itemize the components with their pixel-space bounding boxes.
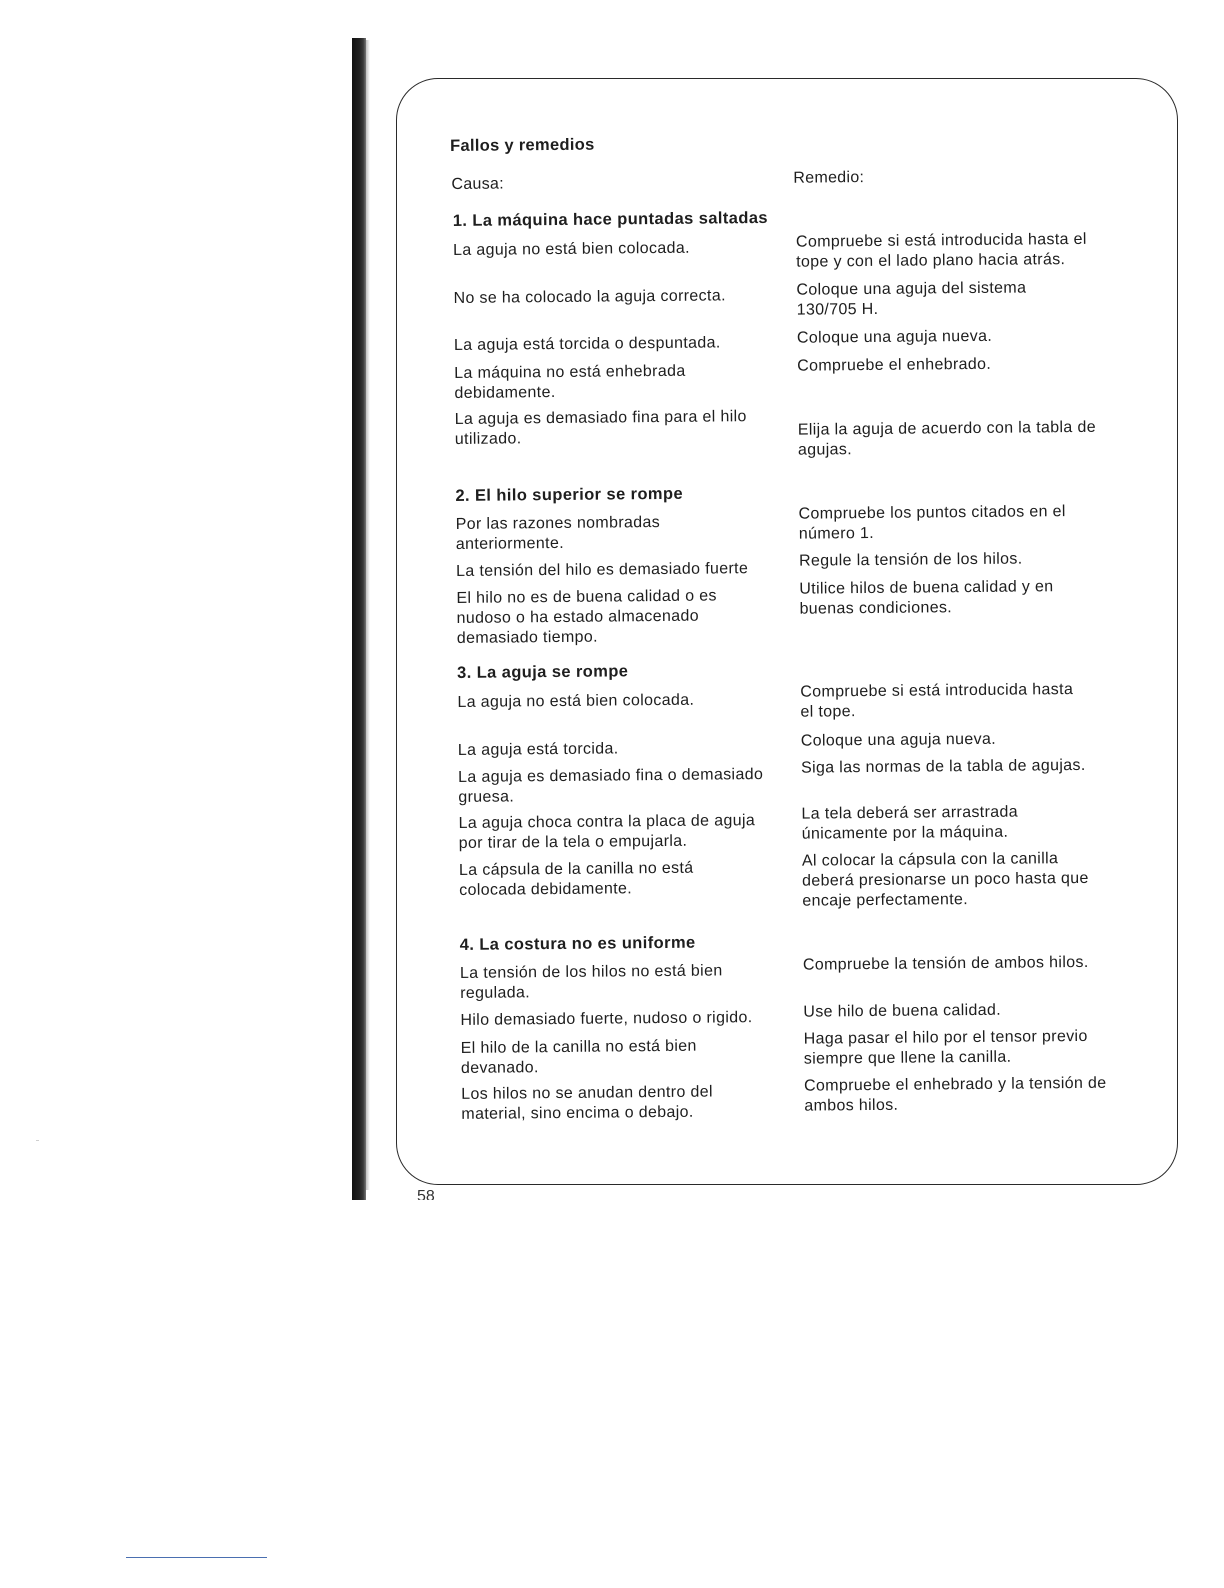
remedy-item: Coloque una aguja nueva. bbox=[796, 327, 993, 347]
cause-item: El hilo no es de buena calidad o es nudoso o ha estado almacenado demasiado tiempo. bbox=[456, 587, 717, 647]
cause-item: Hilo demasiado fuerte, nudoso o rigido. bbox=[460, 1009, 753, 1029]
page-title: Fallos y remedios bbox=[449, 135, 595, 155]
section-title-skipped-stitches: 1. La máquina hace puntadas saltadas bbox=[452, 208, 769, 230]
cause-item: La aguja no está bien colocada. bbox=[457, 691, 695, 711]
remedy-item: Compruebe la tensión de ambos hilos. bbox=[802, 953, 1089, 974]
cause-item: Por las razones nombradas anteriormente. bbox=[455, 514, 661, 553]
remedy-item: Siga las normas de la tabla de agujas. bbox=[800, 756, 1086, 777]
section-title-uneven-seam: 4. La costura no es uniforme bbox=[459, 933, 696, 954]
cause-item: La tensión del hilo es demasiado fuerte bbox=[456, 560, 749, 580]
page-number: 58 bbox=[417, 1188, 435, 1200]
remedy-item: Compruebe el enhebrado. bbox=[797, 355, 992, 375]
cause-column-heading: Causa: bbox=[451, 175, 505, 193]
remedy-item: Regule la tensión de los hilos. bbox=[798, 550, 1023, 570]
cause-item: El hilo de la canilla no está bien devanado. bbox=[460, 1037, 697, 1077]
cause-item: La aguja está torcida. bbox=[457, 740, 619, 759]
remedy-item: Al colocar la cápsula con la canilla deberá presionarse un poco hasta que encaje perfectamente. bbox=[801, 850, 1089, 910]
cause-item: La tensión de los hilos no está bien regulada. bbox=[459, 962, 723, 1002]
cause-item: La aguja choca contra la placa de aguja por tirar de la tela o empujarla. bbox=[458, 812, 756, 852]
cause-item: La máquina no está enhebrada debidamente. bbox=[454, 362, 686, 402]
remedy-item: Compruebe si está introducida hasta el tope. bbox=[800, 681, 1074, 721]
cause-item: La aguja es demasiado fina o demasiado gruesa. bbox=[458, 766, 764, 806]
remedy-item: La tela deberá ser arrastrada únicamente por la máquina. bbox=[801, 803, 1019, 843]
remedy-item: Coloque una aguja nueva. bbox=[800, 730, 997, 750]
scan-speck bbox=[36, 1140, 39, 1141]
remedy-column-heading: Remedio: bbox=[793, 169, 865, 187]
remedy-item: Haga pasar el hilo por el tensor previo siempre que llene la canilla. bbox=[803, 1027, 1088, 1068]
remedy-item: Use hilo de buena calidad. bbox=[803, 1001, 1002, 1021]
section-title-upper-thread-breaks: 2. El hilo superior se rompe bbox=[455, 484, 684, 505]
remedy-item: Elija la aguja de acuerdo con la tabla de agujas. bbox=[797, 418, 1096, 459]
cause-item: Los hilos no se anudan dentro del material, sino encima o debajo. bbox=[461, 1083, 713, 1123]
remedy-item: Compruebe el enhebrado y la tensión de ambos hilos. bbox=[804, 1074, 1107, 1115]
cause-item: La aguja está torcida o despuntada. bbox=[453, 334, 721, 354]
footer-rule bbox=[126, 1557, 267, 1558]
cause-item: La cápsula de la canilla no está colocada debidamente. bbox=[458, 859, 694, 899]
remedy-item: Compruebe los puntos citados en el número 1. bbox=[798, 503, 1066, 543]
remedy-item: Compruebe si está introducida hasta el tope y con el lado plano hacia atrás. bbox=[795, 230, 1087, 271]
cause-item: La aguja no está bien colocada. bbox=[452, 239, 690, 259]
cause-item: La aguja es demasiado fina para el hilo utilizado. bbox=[454, 408, 747, 448]
section-title-needle-breaks: 3. La aguja se rompe bbox=[457, 662, 629, 682]
remedy-item: Coloque una aguja del sistema 130/705 H. bbox=[796, 279, 1027, 319]
remedy-item: Utilice hilos de buena calidad y en buenas condiciones. bbox=[799, 578, 1054, 618]
cause-item: No se ha colocado la aguja correcta. bbox=[453, 287, 726, 307]
